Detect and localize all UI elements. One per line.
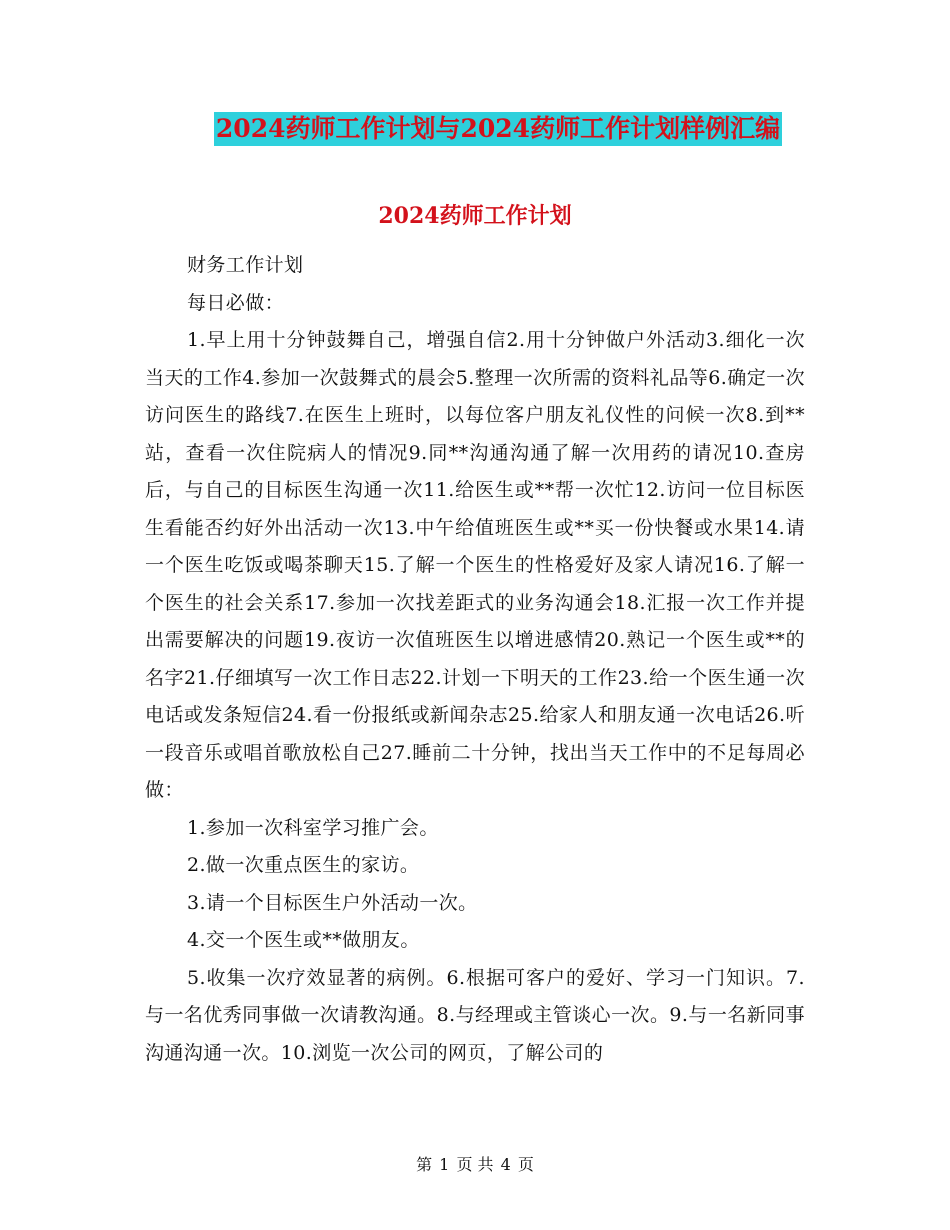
section-title: 2024药师工作计划 xyxy=(378,203,572,229)
paragraph: 2.做一次重点医生的家访。 xyxy=(187,854,420,876)
document-body xyxy=(145,247,805,1072)
footer-page-number: 1 xyxy=(439,1155,450,1174)
paragraph: 5.收集一次疗效显著的病例。6.根据可客户的爱好、学习一门知识。7.与一名优秀同事做一次请教沟通。8.与经理或主管谈心一次。9.与一名新同事沟通沟通一次。10.浏览一次公司的网页，了解公司的 xyxy=(145,966,805,1064)
page-footer xyxy=(0,1153,950,1177)
document-title-wrap xyxy=(0,112,950,146)
paragraph: 1.参加一次科室学习推广会。 xyxy=(187,816,439,839)
paragraph: 1.早上用十分钟鼓舞自己，增强自信2.用十分钟做户外活动3.细化一次当天的工作4.参加一次鼓舞式的晨会5.整理一次所需的资料礼品等6.确定一次访问医生的路线7.在医生上班时，以每位客户朋友礼仪性的问候一次8.到**站，查看一次住院病人的情况9.同**沟通沟通了解一次用药的请况10.查房后，与自己的目标医生沟通一次11.给医生或**帮一次忙12.访问一位目标医生看能否约好外出活动一次13.中午给值班医生或**买一份快餐或水果14.请一个医生吃饭或喝茶聊天15.了解一个医生的性格爱好及家人请况16.了解一个医生的社会关系17.参加一次找差距式的业务沟通会18.汇报一次工作并提出需要解决的问题19.夜访一次值班医生以增进感情20.熟记一个医生或**的名字21.仔细填写一次工作日志22.计划一下明天的工作23.给一个医生通一次电话或发条短信24.看一份报纸或新闻杂志25.给家人和朋友通一次电话26.听一段音乐或唱首歌放松自己27.睡前二十分钟，找出当天工作中的不足每周必做： xyxy=(145,329,805,801)
paragraph: 3.请一个目标医生户外活动一次。 xyxy=(187,891,478,914)
footer-total-pages: 4 xyxy=(500,1155,511,1174)
footer-prefix: 第 xyxy=(416,1155,433,1174)
footer-suffix: 页 xyxy=(517,1155,534,1174)
document-title: 2024药师工作计划与2024药师工作计划样例汇编 xyxy=(214,112,782,146)
paragraph: 财务工作计划 xyxy=(187,254,304,276)
footer-middle: 页 共 xyxy=(456,1155,494,1174)
paragraph: 每日必做： xyxy=(187,291,285,314)
paragraph: 4.交一个医生或**做朋友。 xyxy=(187,929,420,951)
